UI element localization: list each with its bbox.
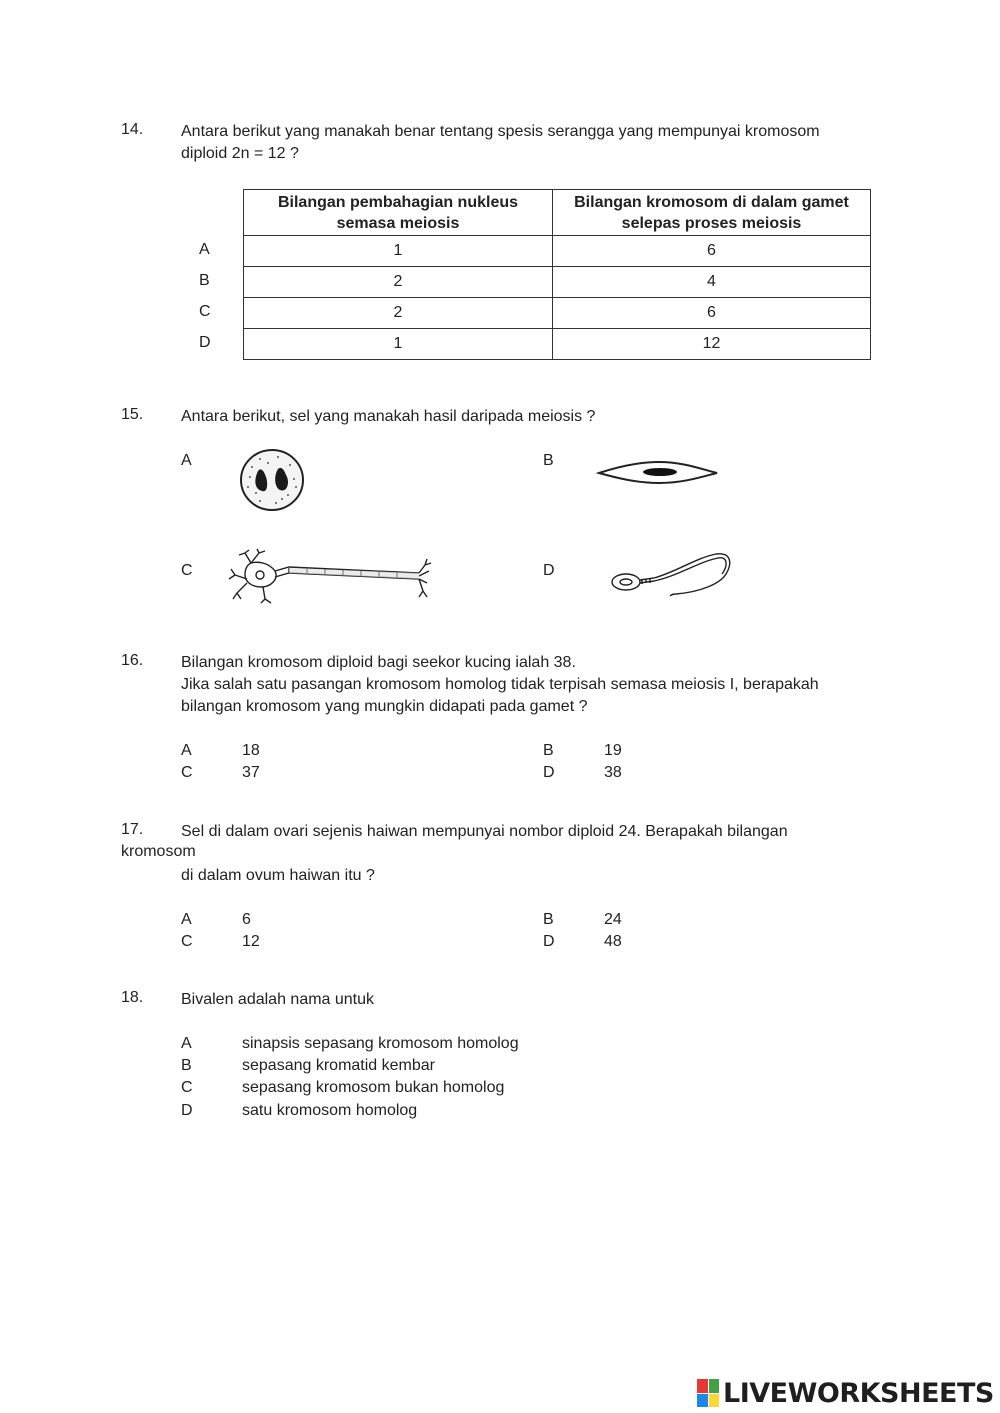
q17-option-b-label[interactable]: B xyxy=(543,911,554,928)
q14-header-col2 xyxy=(553,190,871,236)
neuron-icon[interactable] xyxy=(229,549,433,605)
q14-table xyxy=(243,189,871,360)
q14-header-col1 xyxy=(244,190,553,236)
q14-header-col2-line1: Bilangan kromosom di dalam gamet xyxy=(574,193,849,211)
q18-option-d-value[interactable]: satu kromosom homolog xyxy=(242,1102,418,1119)
table-cell: 1 xyxy=(244,329,553,360)
q17-option-d-value[interactable]: 48 xyxy=(604,933,622,950)
q16-text-line1: Bilangan kromosom diploid bagi seekor kucing ialah 38. xyxy=(181,654,576,671)
q14-table-header xyxy=(244,190,871,236)
q14-row-label-b[interactable]: B xyxy=(199,272,210,289)
q18-text: Bivalen adalah nama untuk xyxy=(181,991,375,1008)
q16-number: 16. xyxy=(121,652,144,669)
q18-option-a-label[interactable]: A xyxy=(181,1035,192,1052)
q14-row-label-c[interactable]: C xyxy=(199,303,211,320)
q14-text-line2: diploid 2n = 12 ? xyxy=(181,145,299,162)
q16-option-d-label[interactable]: D xyxy=(543,764,555,781)
q15-option-d-label[interactable]: D xyxy=(543,562,555,579)
table-cell: 4 xyxy=(553,267,871,298)
q15-option-c-label[interactable]: C xyxy=(181,562,193,579)
logo-square xyxy=(709,1394,720,1408)
q16-option-c-label[interactable]: C xyxy=(181,764,193,781)
q16-option-b-value[interactable]: 19 xyxy=(604,742,622,759)
q16-option-a-label[interactable]: A xyxy=(181,742,192,759)
q18-option-c-label[interactable]: C xyxy=(181,1079,193,1096)
q17-number: 17. xyxy=(121,821,144,838)
q14-number: 14. xyxy=(121,121,144,138)
table-cell: 1 xyxy=(244,236,553,267)
q15-text: Antara berikut, sel yang manakah hasil daripada meiosis ? xyxy=(181,408,596,425)
table-cell: 2 xyxy=(244,298,553,329)
q17-option-c-value[interactable]: 12 xyxy=(242,933,260,950)
q14-header-col2-line2: selepas proses meiosis xyxy=(621,214,802,232)
q17-text-line2: kromosom xyxy=(121,843,196,860)
q17-option-c-label[interactable]: C xyxy=(181,933,193,950)
q17-option-d-label[interactable]: D xyxy=(543,933,555,950)
q16-option-a-value[interactable]: 18 xyxy=(242,742,260,759)
logo-square xyxy=(697,1394,708,1408)
sperm-cell-icon[interactable] xyxy=(606,550,734,598)
q17-option-a-label[interactable]: A xyxy=(181,911,192,928)
q14-header-col1-line2: semasa meiosis xyxy=(336,214,460,232)
q17-text-line3: di dalam ovum haiwan itu ? xyxy=(181,867,375,884)
table-cell: 6 xyxy=(553,236,871,267)
q14-header-col1-line1: Bilangan pembahagian nukleus xyxy=(277,193,519,211)
table-row xyxy=(244,329,871,360)
q14-text-line1: Antara berikut yang manakah benar tentang spesis serangga yang mempunyai kromosom xyxy=(181,123,820,140)
q18-option-b-value[interactable]: sepasang kromatid kembar xyxy=(242,1057,435,1074)
white-blood-cell-icon[interactable] xyxy=(238,447,306,513)
table-row xyxy=(244,236,871,267)
q18-number: 18. xyxy=(121,989,144,1006)
q18-option-d-label[interactable]: D xyxy=(181,1102,193,1119)
q15-option-a-label[interactable]: A xyxy=(181,452,192,469)
q15-number: 15. xyxy=(121,406,144,423)
liveworksheets-logo-icon xyxy=(697,1379,719,1407)
q15-option-b-label[interactable]: B xyxy=(543,452,554,469)
q16-option-d-value[interactable]: 38 xyxy=(604,764,622,781)
q17-option-b-value[interactable]: 24 xyxy=(604,911,622,928)
q17-text-line1: Sel di dalam ovari sejenis haiwan mempunyai nombor diploid 24. Berapakah bilangan xyxy=(181,823,788,840)
q16-text-line3: bilangan kromosom yang mungkin didapati pada gamet ? xyxy=(181,698,588,715)
table-cell: 6 xyxy=(553,298,871,329)
q16-text xyxy=(181,652,819,718)
liveworksheets-logo-text: LIVEWORKSHEETS xyxy=(723,1377,994,1409)
q18-option-b-label[interactable]: B xyxy=(181,1057,192,1074)
table-row xyxy=(244,267,871,298)
q18-option-c-value[interactable]: sepasang kromosom bukan homolog xyxy=(242,1079,505,1096)
table-cell: 2 xyxy=(244,267,553,298)
q17-option-a-value[interactable]: 6 xyxy=(242,911,251,928)
q18-option-a-value[interactable]: sinapsis sepasang kromosom homolog xyxy=(242,1035,519,1052)
q16-text-line2: Jika salah satu pasangan kromosom homolog tidak terpisah semasa meiosis I, berapakah xyxy=(181,676,819,693)
q16-option-c-value[interactable]: 37 xyxy=(242,764,260,781)
logo-square xyxy=(709,1379,720,1393)
logo-square xyxy=(697,1379,708,1393)
q14-row-label-d[interactable]: D xyxy=(199,334,211,351)
smooth-muscle-cell-icon[interactable] xyxy=(597,459,719,485)
table-cell: 12 xyxy=(553,329,871,360)
q14-row-label-a[interactable]: A xyxy=(199,241,210,258)
table-row xyxy=(244,298,871,329)
q14-text xyxy=(181,121,820,165)
liveworksheets-logo[interactable] xyxy=(697,1376,994,1410)
q16-option-b-label[interactable]: B xyxy=(543,742,554,759)
